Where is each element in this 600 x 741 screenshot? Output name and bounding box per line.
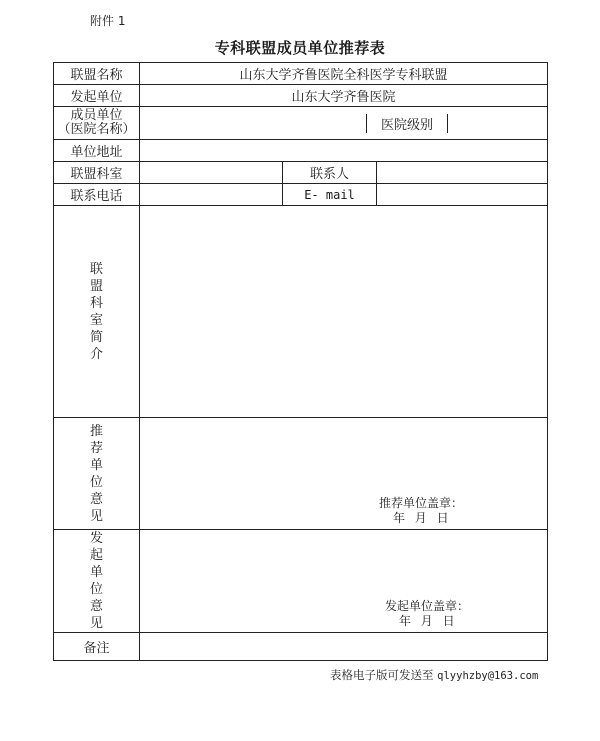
recommend-label-cell	[54, 418, 140, 530]
row-intro	[54, 206, 548, 418]
member-unit-label-line2: （医院名称）	[57, 122, 136, 137]
row-department	[54, 162, 548, 184]
remarks-label: 备注	[54, 633, 140, 661]
recommend-stamp-text: 推荐单位盖章：	[378, 496, 463, 510]
row-initiator-opinion	[54, 530, 548, 633]
hospital-level-field[interactable]	[448, 114, 547, 133]
recommendation-form-table	[53, 62, 548, 661]
attachment-label: 附件 1	[90, 14, 126, 28]
initiator-opinion-label: 发起单位意见	[89, 531, 103, 631]
member-unit-inner	[140, 114, 547, 133]
member-unit-row-cell	[140, 107, 548, 140]
address-field[interactable]	[140, 140, 548, 162]
recommend-date-text: 年 月 日	[392, 511, 449, 525]
row-phone	[54, 184, 548, 206]
address-label: 单位地址	[54, 140, 140, 162]
intro-label: 联盟科室简介	[89, 261, 103, 362]
initiator-stamp-block	[385, 599, 469, 629]
member-unit-field[interactable]	[140, 114, 367, 133]
intro-field[interactable]	[140, 206, 548, 418]
footer-note-prefix: 表格电子版可发送至	[330, 668, 434, 682]
page-title: 专科联盟成员单位推荐表	[214, 39, 386, 57]
intro-label-cell	[54, 206, 140, 418]
hospital-level-label: 医院级别	[367, 114, 448, 133]
initiator-opinion-label-cell	[54, 530, 140, 633]
alliance-name-field[interactable]: 山东大学齐鲁医院全科医学专科联盟	[140, 63, 548, 85]
member-unit-label	[54, 107, 140, 140]
initiator-stamp-text: 发起单位盖章：	[384, 599, 469, 613]
contact-label: 联系人	[283, 162, 377, 184]
department-label: 联盟科室	[54, 162, 140, 184]
recommend-label: 推荐单位意见	[89, 423, 103, 524]
initiator-label: 发起单位	[54, 85, 140, 107]
recommend-opinion-field[interactable]	[140, 418, 548, 530]
phone-field[interactable]	[140, 184, 283, 206]
member-unit-label-line1: 成员单位	[70, 108, 123, 123]
footer-email: qlyyhzby@163.com	[437, 670, 539, 682]
row-member-unit	[54, 107, 548, 140]
remarks-field[interactable]	[140, 633, 548, 661]
initiator-field[interactable]: 山东大学齐鲁医院	[140, 85, 548, 107]
initiator-date-text: 年 月 日	[398, 614, 455, 628]
recommend-stamp-block	[379, 496, 463, 526]
row-recommend-opinion	[54, 418, 548, 530]
row-address	[54, 140, 548, 162]
initiator-opinion-field[interactable]	[140, 530, 548, 633]
department-field[interactable]	[140, 162, 283, 184]
email-label: E- mail	[283, 184, 377, 206]
row-alliance-name	[54, 63, 548, 85]
footer-note	[330, 667, 538, 683]
email-field[interactable]	[377, 184, 548, 206]
alliance-name-label: 联盟名称	[54, 63, 140, 85]
row-remarks	[54, 633, 548, 661]
contact-field[interactable]	[377, 162, 548, 184]
row-initiator	[54, 85, 548, 107]
phone-label: 联系电话	[54, 184, 140, 206]
